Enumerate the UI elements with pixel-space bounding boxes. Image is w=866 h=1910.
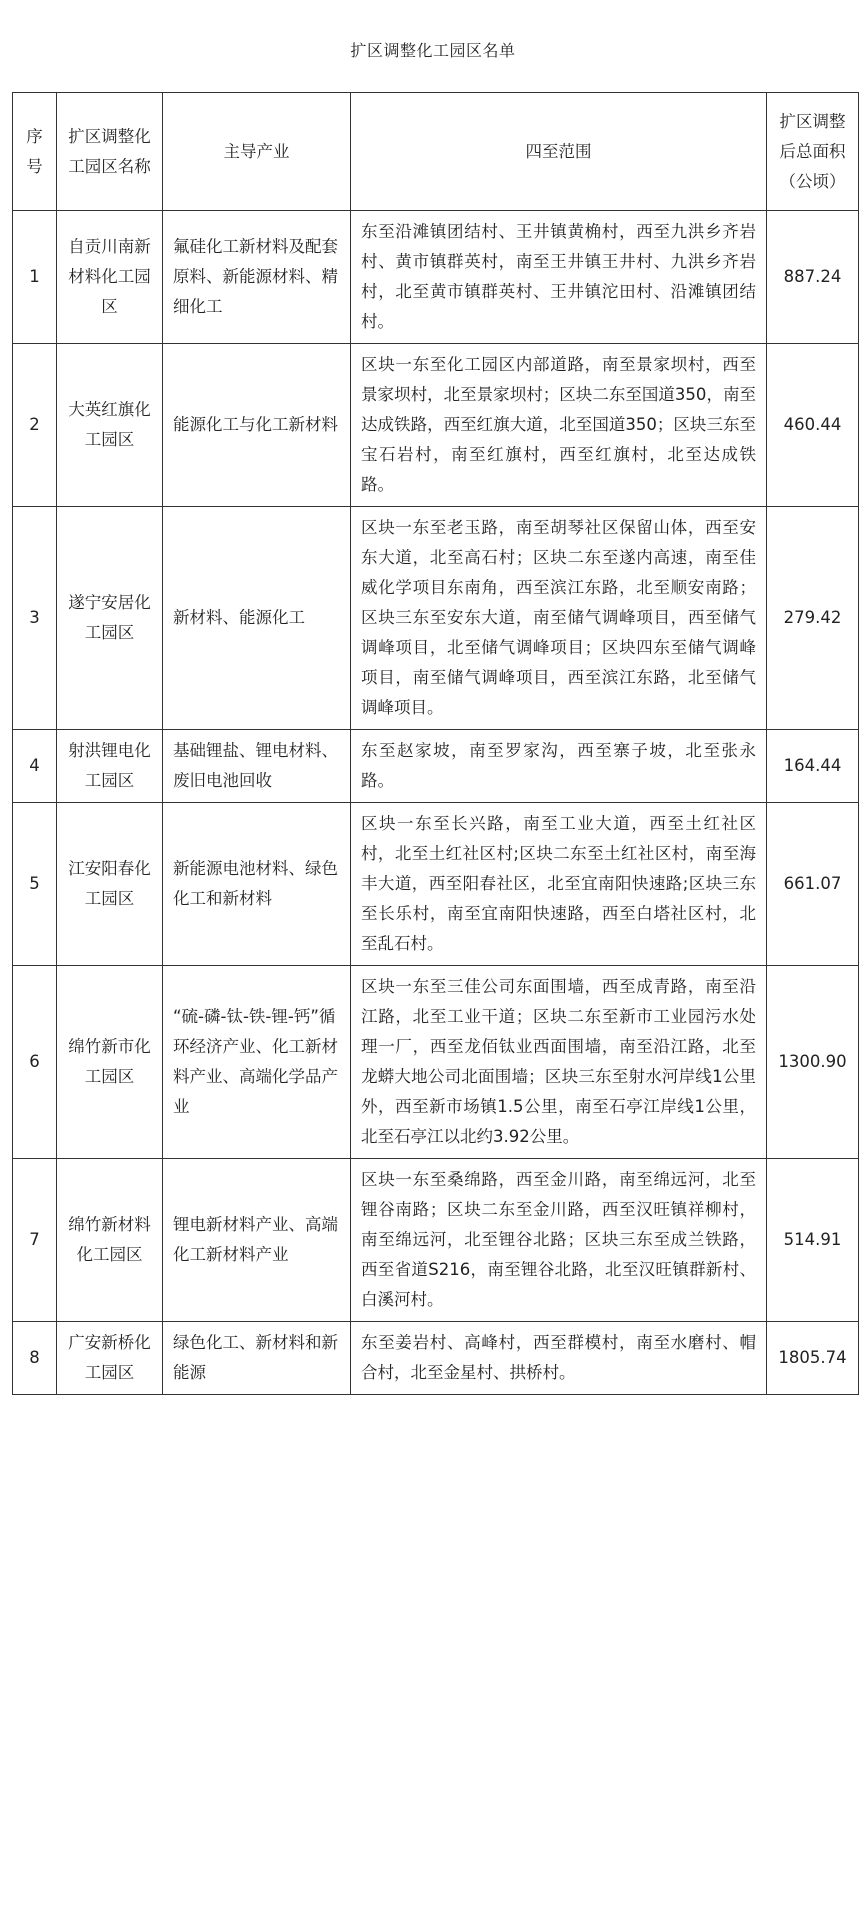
row-boundary: 区块一东至长兴路，南至工业大道，西至土红社区村，北至土红社区村;区块二东至土红社区村，南至海丰大道，西至阳春社区，北至宜南阳快速路;区块三东至长乐村，南至宜南阳快速路，西至白塔社区村，北至乱石村。 (351, 803, 767, 966)
row-park-name: 江安阳春化工园区 (57, 803, 163, 966)
row-index: 7 (13, 1159, 57, 1322)
row-leading-industry: 锂电新材料产业、高端化工新材料产业 (163, 1159, 351, 1322)
table-row (13, 803, 859, 966)
row-boundary: 东至姜岩村、高峰村，西至群模村，南至水磨村、帽合村，北至金星村、拱桥村。 (351, 1322, 767, 1395)
table-row (13, 966, 859, 1159)
row-park-name: 绵竹新市化工园区 (57, 966, 163, 1159)
row-index: 3 (13, 507, 57, 730)
table-row (13, 1322, 859, 1395)
header-index: 序号 (13, 93, 57, 211)
row-boundary: 区块一东至三佳公司东面围墙，西至成青路，南至沿江路，北至工业干道；区块二东至新市工业园污水处理一厂，西至龙佰钛业西面围墙，南至沿江路，北至龙蟒大地公司北面围墙；区块三东至射水河岸线1公里外，西至新市场镇1.5公里，南至石亭江岸线1公里，北至石亭江以北约3.92公里。 (351, 966, 767, 1159)
row-index: 8 (13, 1322, 57, 1395)
row-index: 6 (13, 966, 57, 1159)
row-park-name: 自贡川南新材料化工园区 (57, 211, 163, 344)
row-boundary: 东至赵家坡，南至罗家沟，西至寨子坡，北至张永路。 (351, 730, 767, 803)
row-boundary: 区块一东至化工园区内部道路，南至景家坝村，西至景家坝村，北至景家坝村；区块二东至国道350，南至达成铁路，西至红旗大道，北至国道350；区块三东至宝石岩村，南至红旗村，西至红旗村，北至达成铁路。 (351, 344, 767, 507)
row-total-area: 1300.90 (767, 966, 859, 1159)
page-title: 扩区调整化工园区名单 (350, 41, 516, 60)
table-row (13, 507, 859, 730)
table-row (13, 344, 859, 507)
row-leading-industry: “硫-磷-钛-铁-锂-钙”循环经济产业、化工新材料产业、高端化学品产业 (163, 966, 351, 1159)
row-leading-industry: 绿色化工、新材料和新能源 (163, 1322, 351, 1395)
row-total-area: 460.44 (767, 344, 859, 507)
table-header-row (13, 93, 859, 211)
row-leading-industry: 能源化工与化工新材料 (163, 344, 351, 507)
table-row (13, 730, 859, 803)
header-total-area: 扩区调整后总面积（公顷） (767, 93, 859, 211)
header-boundary: 四至范围 (351, 93, 767, 211)
row-index: 5 (13, 803, 57, 966)
row-leading-industry: 新能源电池材料、绿色化工和新材料 (163, 803, 351, 966)
park-list-table (12, 92, 859, 1395)
row-total-area: 279.42 (767, 507, 859, 730)
row-leading-industry: 新材料、能源化工 (163, 507, 351, 730)
row-total-area: 1805.74 (767, 1322, 859, 1395)
row-boundary: 区块一东至桑绵路，西至金川路，南至绵远河，北至锂谷南路；区块二东至金川路，西至汉旺镇祥柳村，南至绵远河，北至锂谷北路；区块三东至成兰铁路，西至省道S216，南至锂谷北路，北至汉旺镇群新村、白溪河村。 (351, 1159, 767, 1322)
row-boundary: 区块一东至老玉路，南至胡琴社区保留山体，西至安东大道，北至高石村；区块二东至遂内高速，南至佳威化学项目东南角，西至滨江东路，北至顺安南路；区块三东至安东大道，南至储气调峰项目，西至储气调峰项目，北至储气调峰项目；区块四东至储气调峰项目，南至储气调峰项目，西至滨江东路，北至储气调峰项目。 (351, 507, 767, 730)
row-park-name: 绵竹新材料化工园区 (57, 1159, 163, 1322)
row-index: 4 (13, 730, 57, 803)
row-index: 1 (13, 211, 57, 344)
row-total-area: 514.91 (767, 1159, 859, 1322)
row-park-name: 大英红旗化工园区 (57, 344, 163, 507)
row-leading-industry: 氟硅化工新材料及配套原料、新能源材料、精细化工 (163, 211, 351, 344)
row-leading-industry: 基础锂盐、锂电材料、废旧电池回收 (163, 730, 351, 803)
row-total-area: 164.44 (767, 730, 859, 803)
table-row (13, 211, 859, 344)
row-park-name: 遂宁安居化工园区 (57, 507, 163, 730)
row-park-name: 射洪锂电化工园区 (57, 730, 163, 803)
row-park-name: 广安新桥化工园区 (57, 1322, 163, 1395)
row-total-area: 661.07 (767, 803, 859, 966)
table-row (13, 1159, 859, 1322)
header-park-name: 扩区调整化工园区名称 (57, 93, 163, 211)
row-boundary: 东至沿滩镇团结村、王井镇黄桷村，西至九洪乡齐岩村、黄市镇群英村，南至王井镇王井村、九洪乡齐岩村，北至黄市镇群英村、王井镇沱田村、沿滩镇团结村。 (351, 211, 767, 344)
header-leading-industry: 主导产业 (163, 93, 351, 211)
row-total-area: 887.24 (767, 211, 859, 344)
row-index: 2 (13, 344, 57, 507)
